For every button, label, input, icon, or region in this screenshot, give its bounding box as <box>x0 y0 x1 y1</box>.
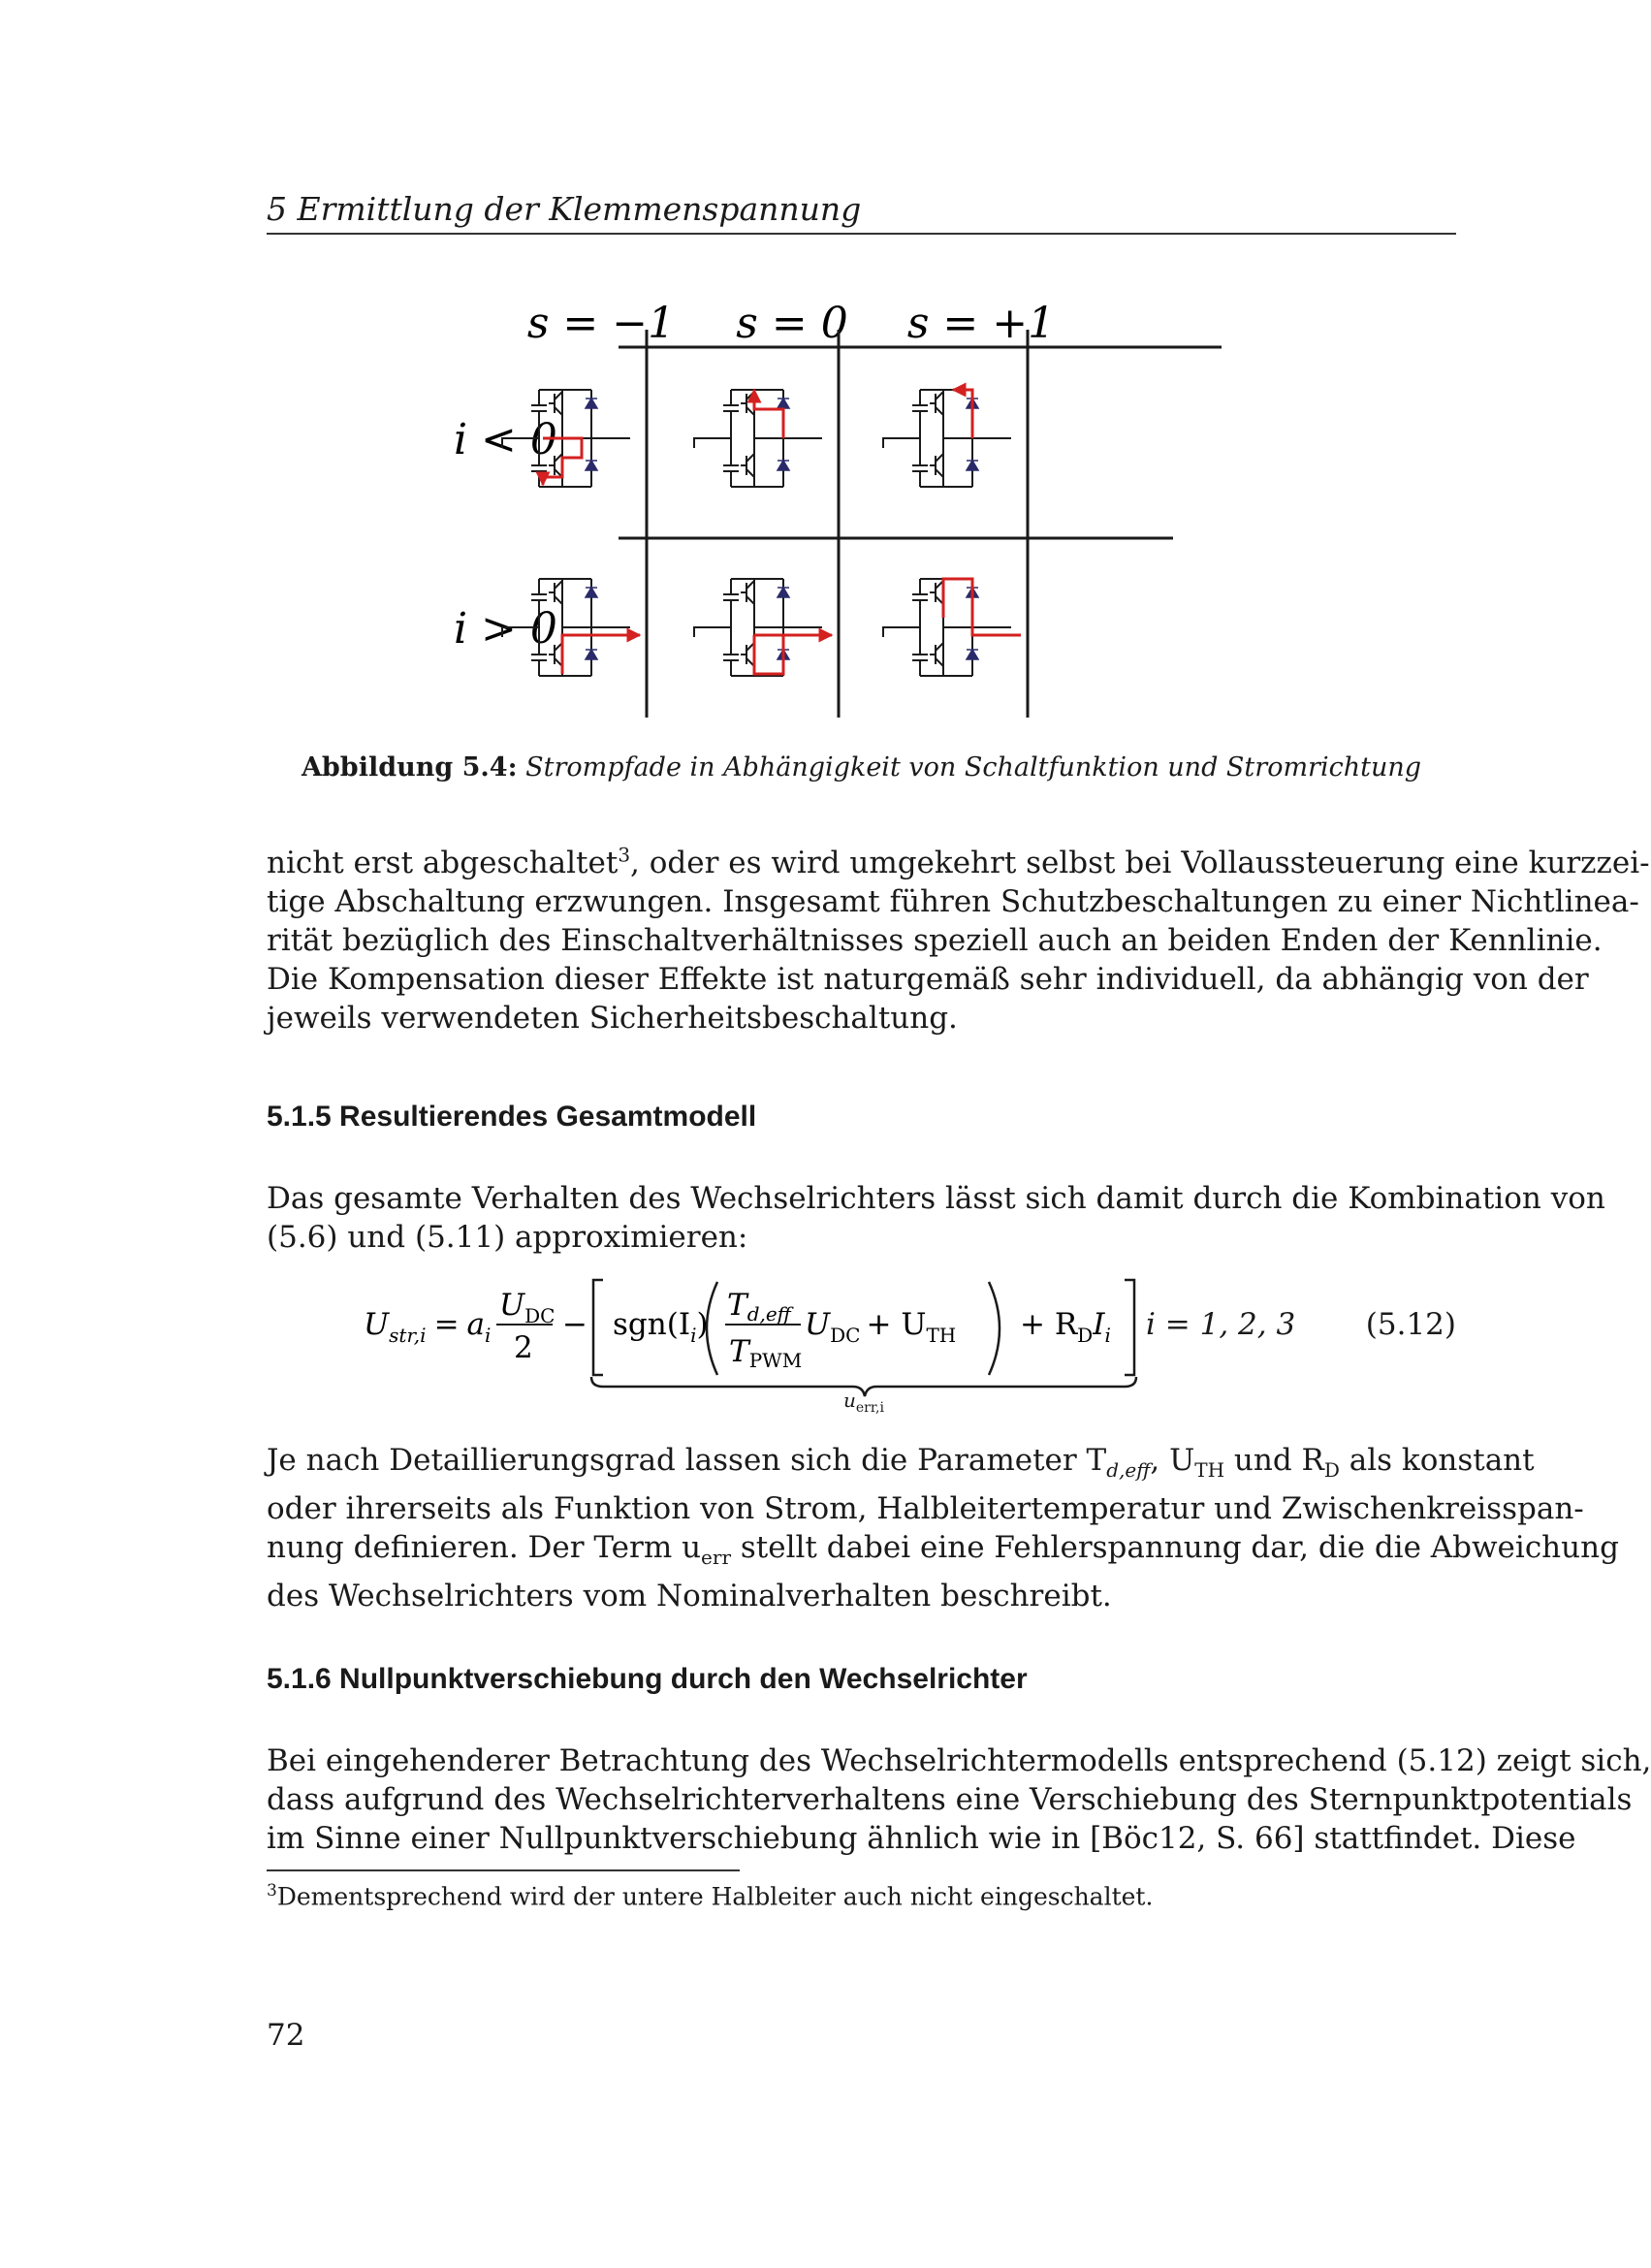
current-path-arrow <box>562 635 640 674</box>
footnote-rule <box>267 1869 740 1871</box>
page-number: 72 <box>267 2018 305 2053</box>
half-bridge-cell <box>502 390 630 487</box>
svg-text:2: 2 <box>514 1330 533 1365</box>
equation-number: (5.12) <box>1365 1307 1456 1342</box>
footnote-ref: 3 <box>618 843 631 867</box>
figure-caption <box>267 752 1456 783</box>
paragraph-line: tige Abschaltung erzwungen. Insgesamt führen Schutzbeschaltungen zu einer Nichtlinea- <box>267 884 1639 919</box>
half-bridge-cell <box>883 390 1011 487</box>
row-label-i-neg: i < 0 <box>454 415 557 464</box>
paragraph-3 <box>267 1441 1619 1615</box>
paragraph-line: nicht erst abgeschaltet$^3$, oder es wird umgekehrt selbst bei Vollaussteuerung eine kurzzei- <box>267 843 1650 880</box>
paragraph-line: Bei eingehenderer Betrachtung des Wechselrichtermodells entsprechend (5.12) zeigt sich, <box>267 1743 1651 1778</box>
caption-text: Strompfade in Abhängigkeit von Schaltfunktion und Stromrichtung <box>525 752 1422 783</box>
paragraph-line: rität bezüglich des Einschaltverhältnisses speziell auch an beiden Enden der Kennlinie. <box>267 923 1603 958</box>
paragraph-4 <box>267 1741 1651 1858</box>
svg-text:UDC+ UTH: $U_{DC} + U_{TH}$ <box>805 1307 957 1347</box>
col-label-s-0: s = 0 <box>736 299 848 348</box>
paragraph-line: Die Kompensation dieser Effekte ist naturgemäß sehr individuell, da abhängig von der <box>267 962 1589 997</box>
svg-text:sgn(Ii): $sgn(I_i)$ <box>613 1307 709 1347</box>
paragraph-line: oder ihrerseits als Funktion von Strom, Halbleitertemperatur und Zwischenkreisspan- <box>267 1491 1584 1527</box>
row-label-i-pos: i > 0 <box>454 604 557 654</box>
paragraph-1 <box>267 843 1650 1038</box>
header-rule <box>267 233 1456 235</box>
current-path-arrow <box>754 635 832 674</box>
current-path-arrow <box>754 390 783 438</box>
underbrace-label: $u_{err,i}$ <box>843 1389 884 1416</box>
paragraph-line: jeweils verwendeten Sicherheitsbeschaltung. <box>267 1001 958 1036</box>
paragraph-line: (5.6) und (5.11) approximieren: <box>267 1220 748 1255</box>
svg-text:TPWM: TPWM <box>729 1334 803 1372</box>
paragraph-line: im Sinne einer Nullpunktverschiebung ähnlich wie in [Böc12, S. 66] stattfindet. Diese <box>267 1821 1576 1856</box>
col-label-s-plus1: s = +1 <box>906 299 1056 348</box>
section-heading-5-1-6: 5.1.6 Nullpunktverschiebung durch den Wechselrichter <box>267 1663 1028 1695</box>
svg-text:−: − <box>562 1307 587 1342</box>
footnote: $^3$Dementsprechend wird der untere Halbleiter auch nicht eingeschaltet. <box>267 1881 1154 1911</box>
paragraph-line: Das gesamte Verhalten des Wechselrichters lässt sich damit durch die Kombination von <box>267 1181 1605 1216</box>
paragraph-2 <box>267 1179 1605 1257</box>
half-bridge-cell <box>694 579 832 676</box>
figure-5-4 <box>454 291 1222 718</box>
svg-text:+ RDIi: + $R_DI_i$ <box>1020 1307 1111 1347</box>
paragraph-line: des Wechselrichters vom Nominalverhalten beschreibt. <box>267 1579 1112 1614</box>
paragraph-line: Je nach Detaillierungsgrad lassen sich die Parameter $T_{d,eff}$, $U_{TH}$ und $R_D$ als konstant <box>267 1443 1535 1483</box>
svg-text:Ustr,i=ai: $U_{str,i} = a_i$ <box>364 1307 492 1347</box>
equation-5-12 <box>349 1278 1456 1416</box>
half-bridge-cell <box>502 579 640 676</box>
svg-text:Td,eff: Td,eff <box>727 1288 791 1326</box>
equation-body <box>349 1278 1222 1404</box>
paragraph-line: nung definieren. Der Term $u_{err}$ stellt dabei eine Fehlerspannung dar, die die Abweichung <box>267 1530 1619 1570</box>
half-bridge-cell <box>883 579 1021 676</box>
section-heading-5-1-5: 5.1.5 Resultierendes Gesamtmodell <box>267 1101 757 1133</box>
caption-label: Abbildung 5.4: <box>301 752 518 783</box>
current-path-arrow <box>953 390 972 438</box>
svg-text:UDC: $U_{DC}$ <box>499 1288 556 1327</box>
running-header: 5 Ermittlung der Klemmenspannung <box>267 190 862 228</box>
equation-range: i = 1, 2, 3 <box>1146 1307 1296 1342</box>
col-label-s-minus1: s = −1 <box>526 299 676 348</box>
half-bridge-cell <box>694 390 822 487</box>
paragraph-line: dass aufgrund des Wechselrichterverhaltens eine Verschiebung des Sternpunktpotentials <box>267 1782 1633 1817</box>
